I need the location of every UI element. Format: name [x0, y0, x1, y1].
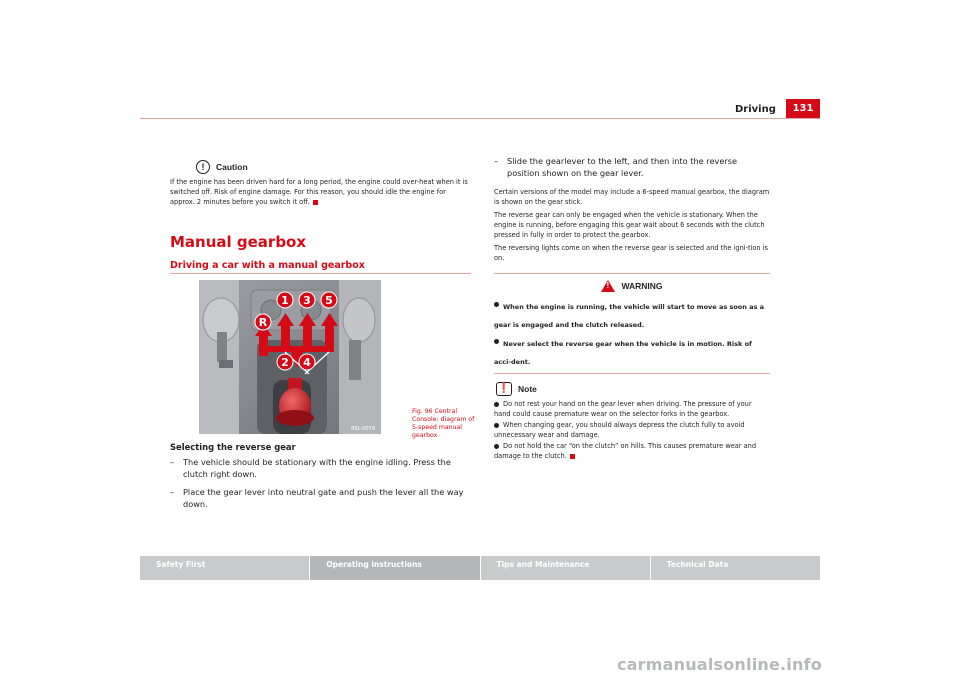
warning-heading — [494, 280, 770, 292]
warning-item: Never select the reverse gear when the vehicle is in motion. Risk of acci-dent. — [494, 340, 752, 366]
bullet-icon — [494, 339, 499, 344]
warning-label: WARNING — [621, 281, 663, 291]
note-icon: ❗ — [497, 383, 511, 394]
reverse-gear-heading: Selecting the reverse gear — [170, 442, 296, 452]
gear-label-4: 4 — [303, 356, 311, 369]
gearbox-illustration — [199, 280, 381, 434]
tab-operating-instructions[interactable]: Operating instructions — [310, 556, 480, 580]
bullet-icon — [494, 302, 499, 307]
footer-nav — [140, 556, 820, 580]
figure-code: B6L-0079 — [351, 426, 375, 432]
warning-triangle-icon: ! — [601, 280, 615, 292]
figure-caption: Fig. 96 Central Console: diagram of 5-speed manual gearbox — [412, 408, 475, 439]
gear-label-3: 3 — [303, 294, 311, 307]
warning-box — [494, 273, 770, 374]
caution-icon: ! — [196, 160, 210, 174]
right-column — [494, 155, 770, 461]
end-mark-icon — [313, 200, 318, 205]
paragraph: The reversing lights come on when the reverse gear is selected and the igni-tion is on. — [494, 244, 768, 262]
step-item: – The vehicle should be stationary with the engine idling. Press the clutch right down. — [170, 457, 451, 479]
gear-label-r: R — [258, 316, 268, 329]
end-mark-icon — [570, 454, 575, 459]
gear-label-5: 5 — [325, 294, 333, 307]
left-column — [170, 160, 475, 510]
page-header-title: Driving — [735, 104, 776, 115]
header-divider — [140, 118, 820, 119]
caution-text: If the engine has been driven hard for a long period, the engine could over-heat when it is switched off. Risk of engine damage. For this reason, you should idle the engine for approx. 2 minutes before you switch it off. — [170, 178, 468, 206]
step-item: – Place the gear lever into neutral gate and push the lever all the way down. — [170, 487, 464, 509]
gear-label-2: 2 — [281, 356, 289, 369]
watermark: carmanualsonline.info — [617, 655, 822, 674]
subsection-title: Driving a car with a manual gearbox — [170, 260, 471, 274]
step-item: – Slide the gearlever to the left, and then into the reverse position shown on the gear lever. — [494, 156, 738, 178]
figure-row — [170, 280, 475, 439]
paragraph: The reverse gear can only be engaged when the vehicle is stationary. When the engine is running, before engaging this gear wait about 6 seconds with the clutch pressed in fully in order to protect the gearbox. — [494, 211, 765, 239]
note-item: Do not hold the car “on the clutch” on hills. This causes premature wear and damage to the clutch. — [494, 442, 757, 460]
page-number: 131 — [786, 99, 820, 119]
note-item: Do not rest your hand on the gear lever when driving. The pressure of your hand could cause premature wear on the selector forks in the gearbox. — [494, 400, 752, 418]
bullet-icon — [494, 423, 499, 428]
tab-tips-and-maintenance[interactable]: Tips and Maintenance — [481, 556, 651, 580]
paragraph: Certain versions of the model may include a 6-speed manual gearbox, the diagram is shown on the gear stick. — [494, 188, 770, 206]
caution-heading — [196, 160, 471, 174]
note-item: When changing gear, you should always depress the clutch fully to avoid unnecessary wear and damage. — [494, 421, 745, 439]
caution-label: Caution — [216, 162, 248, 172]
note-label: Note — [518, 384, 537, 394]
tab-technical-data[interactable]: Technical Data — [666, 560, 729, 569]
note-heading — [496, 382, 770, 396]
bullet-icon — [494, 444, 499, 449]
bullet-icon — [494, 402, 499, 407]
gearbox-figure — [199, 280, 381, 434]
warning-item: When the engine is running, the vehicle will start to move as soon as a gear is engaged and the clutch released. — [494, 303, 765, 329]
section-title: Manual gearbox — [170, 233, 307, 251]
gear-label-1: 1 — [281, 294, 289, 307]
tab-safety-first[interactable]: Safety First — [140, 556, 310, 580]
